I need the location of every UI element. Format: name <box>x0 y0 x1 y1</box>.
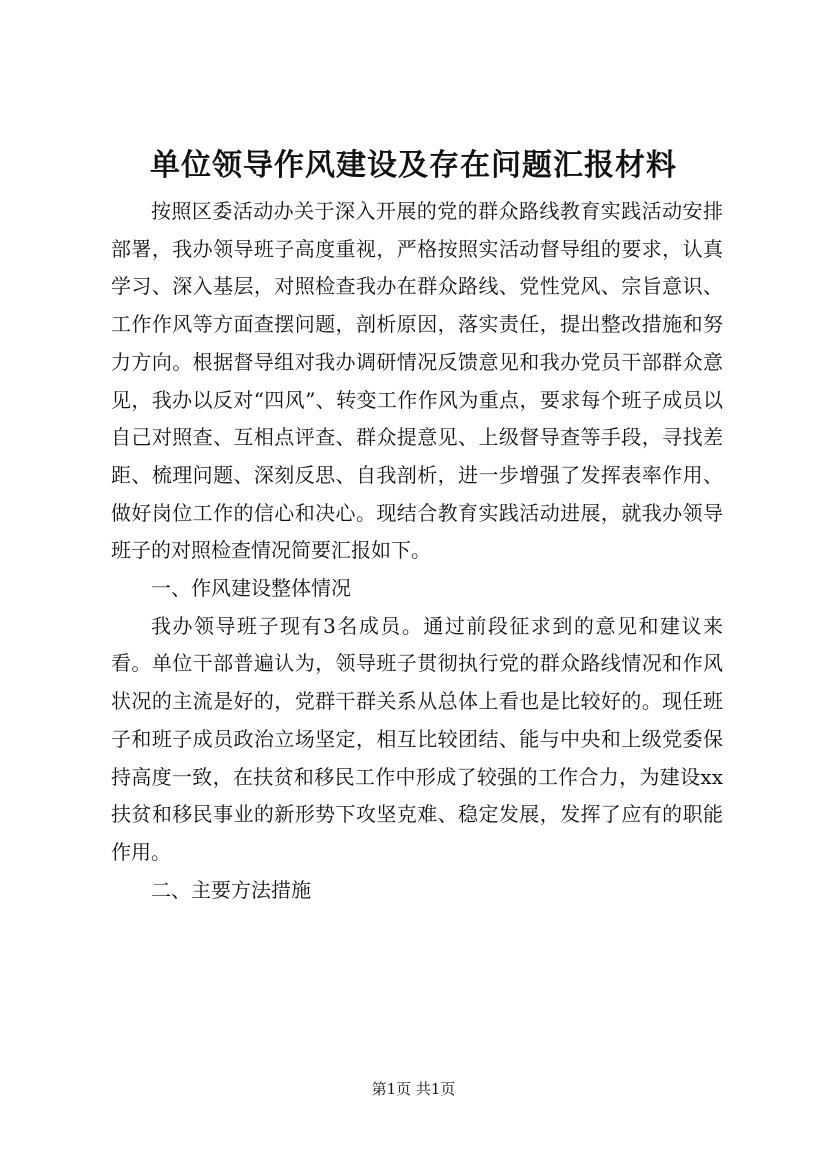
page-footer: 第1页 共1页 <box>371 1080 456 1098</box>
section-1-paragraph: 我办领导班子现有3名成员。通过前段征求到的意见和建议来看。单位干部普遍认为，领导班子贯彻执行党的群众路线情况和作风状况的主流是好的，党群干群关系从总体上看也是比较好的。现任班子和班子成员政治立场坚定，相互比较团结、能与中央和上级党委保持高度一致，在扶贫和移民工作中形成了较强的工作合力，为建设xx扶贫和移民事业的新形势下攻坚克难、稳定发展，发挥了应有的职能作用。 <box>111 613 723 864</box>
section-heading-1: 一、作风建设整体情况 <box>151 576 351 601</box>
section-heading-2: 二、主要方法措施 <box>151 877 311 902</box>
document-body <box>111 193 723 909</box>
document-title: 单位领导作风建设及存在问题汇报材料 <box>150 148 677 183</box>
intro-paragraph: 按照区委活动办关于深入开展的党的群众路线教育实践活动安排部署，我办领导班子高度重视，严格按照实活动督导组的要求，认真学习、深入基层，对照检查我办在群众路线、党性党风、宗旨意识、工作作风等方面查摆问题，剖析原因，落实责任，提出整改措施和努力方向。根据督导组对我办调研情况反馈意见和我办党员干部群众意见，我办以反对“四风”、转变工作作风为重点，要求每个班子成员以自己对照查、互相点评查、群众提意见、上级督导查等手段，寻找差距、梳理问题、深刻反思、自我剖析，进一步增强了发挥表率作用、做好岗位工作的信心和决心。现结合教育实践活动进展，就我办领导班子的对照检查情况简要汇报如下。 <box>111 199 723 563</box>
